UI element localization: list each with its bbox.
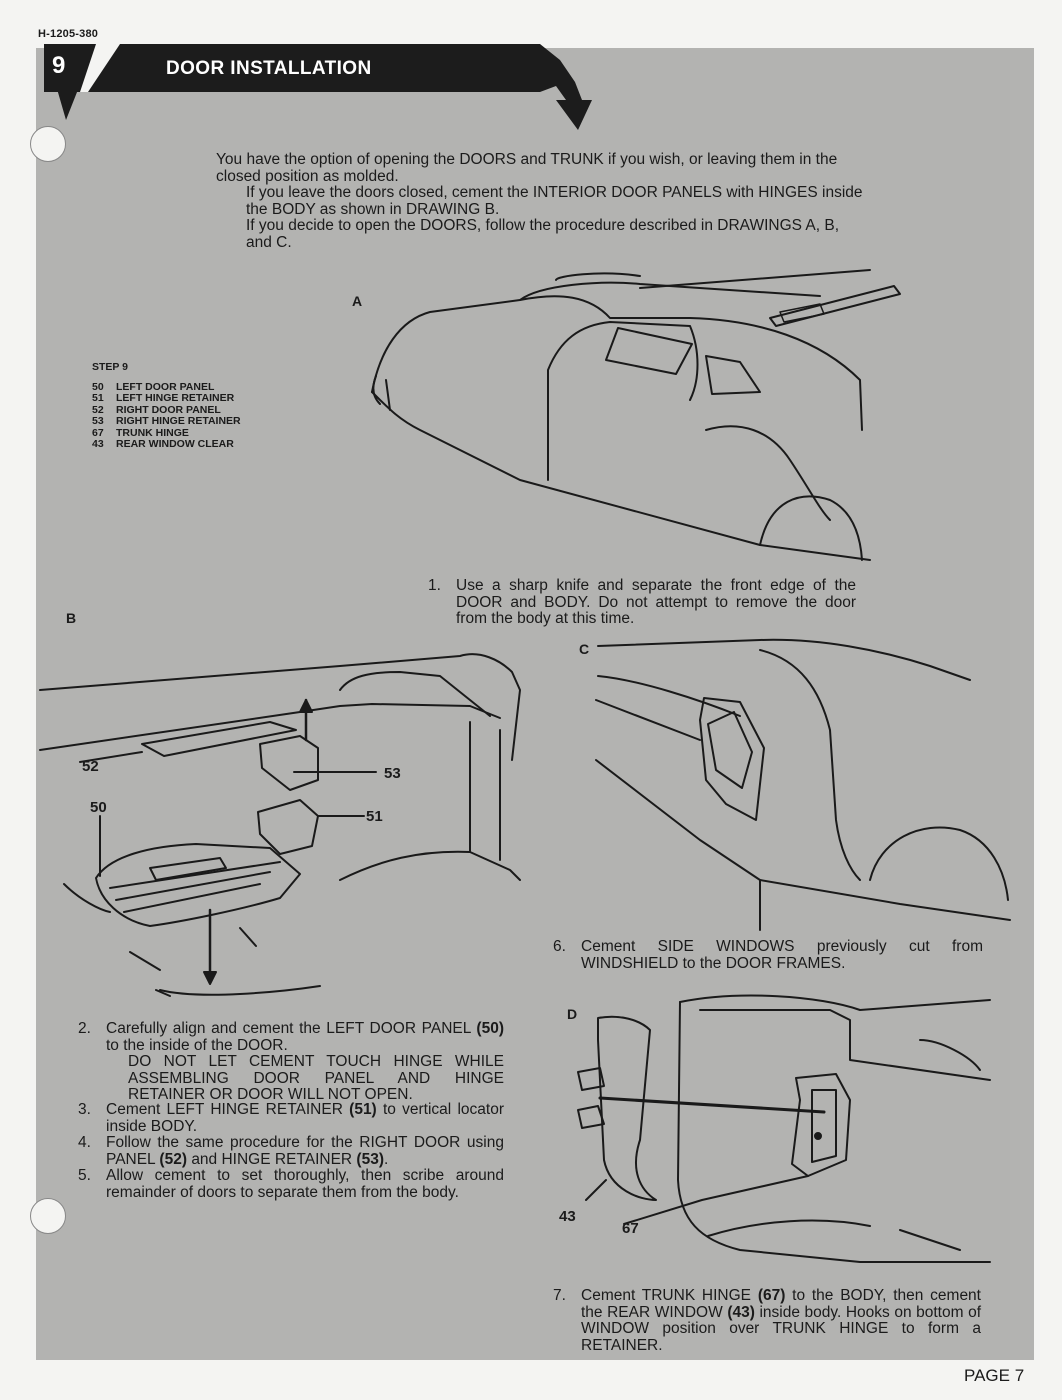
part-number: 43 xyxy=(92,438,104,450)
part-name: RIGHT DOOR PANEL xyxy=(116,403,221,416)
figure-label-b: B xyxy=(66,610,77,626)
figure-label-d: D xyxy=(567,1006,578,1022)
part-ref: (52) xyxy=(159,1150,187,1168)
step-text-part: Follow the same procedure for the RIGHT DOOR using PANEL xyxy=(106,1134,504,1168)
page-number: PAGE 7 xyxy=(964,1366,1025,1385)
drawing-c-open-door xyxy=(596,640,1010,930)
step-text-part: to vertical locator inside BODY. xyxy=(106,1101,504,1135)
part-name: TRUNK HINGE xyxy=(116,426,189,439)
step-number-label: 1. xyxy=(428,577,441,594)
part-ref: (67) xyxy=(757,1287,786,1304)
drawing-d-trunk-hinge xyxy=(578,996,990,1262)
part-ref: (50) xyxy=(476,1020,504,1037)
callout-67: 67 xyxy=(622,1220,639,1237)
step-text xyxy=(106,1102,504,1135)
step-number: 9 xyxy=(52,52,66,79)
part-name: RIGHT HINGE RETAINER xyxy=(116,415,241,427)
step-text xyxy=(106,1135,504,1168)
step-text-part: to the BODY, then cement the REAR WINDOW xyxy=(581,1287,981,1321)
intro-line-3: If you decide to open the DOORS, follow the procedure described in DRAWINGS A, B, and C. xyxy=(246,217,840,251)
part-name: LEFT DOOR PANEL xyxy=(116,380,215,393)
figure-label-c: C xyxy=(579,641,590,657)
step-text-part: Cement LEFT HINGE RETAINER xyxy=(106,1101,343,1118)
part-number: 53 xyxy=(92,415,104,427)
step-text xyxy=(106,1021,504,1054)
step-text: Cement SIDE WINDOWS previously cut from WINDSHIELD to the DOOR FRAMES. xyxy=(581,938,983,972)
step-number-label: 4. xyxy=(78,1134,91,1151)
part-number: 51 xyxy=(92,392,104,404)
step-text-part: Carefully align and cement the LEFT DOOR PANEL xyxy=(106,1020,471,1037)
step-text-part: to the inside of the DOOR. xyxy=(106,1036,288,1054)
document-number: H-1205-380 xyxy=(38,28,99,40)
step-number-label: 7. xyxy=(553,1287,566,1304)
step-text-part: inside body. Hooks on bottom of WINDOW position over TRUNK HINGE to form a RETAINER. xyxy=(581,1303,981,1354)
step-number-label: 5. xyxy=(78,1167,91,1184)
part-number: 50 xyxy=(92,380,104,393)
step-2 xyxy=(78,1021,504,1104)
step-6 xyxy=(553,939,983,972)
step-text xyxy=(581,1288,981,1354)
drawing-a-car-body xyxy=(372,270,900,560)
drawing-b-interior xyxy=(40,654,520,996)
step-number-label: 3. xyxy=(78,1101,91,1118)
step-4 xyxy=(78,1135,504,1168)
part-name: REAR WINDOW CLEAR xyxy=(116,438,234,450)
figure-label-a: A xyxy=(352,293,363,309)
part-ref: (51) xyxy=(349,1101,377,1118)
step-warning: DO NOT LET CEMENT TOUCH HINGE WHILE ASSEMBLING DOOR PANEL AND HINGE RETAINER OR DOOR WILL NOT OPEN. xyxy=(128,1053,504,1103)
step-7 xyxy=(553,1288,981,1354)
part-ref: (53) xyxy=(356,1150,384,1168)
parts-list-title: STEP 9 xyxy=(92,361,128,373)
step-number-label: 6. xyxy=(553,938,566,955)
callout-50: 50 xyxy=(90,799,107,816)
part-number: 52 xyxy=(92,403,104,416)
step-text-part: . xyxy=(384,1150,389,1168)
intro-line-2: If you leave the doors closed, cement the INTERIOR DOOR PANELS with HINGES inside the BODY as shown in DRAWING B. xyxy=(246,184,863,218)
intro-line-1: You have the option of opening the DOORS and TRUNK if you wish, or leaving them in the closed position as molded. xyxy=(216,151,838,185)
step-1 xyxy=(428,578,856,628)
callout-52: 52 xyxy=(82,758,99,775)
callout-51: 51 xyxy=(366,808,383,825)
step-text: Use a sharp knife and separate the front edge of the DOOR and BODY. Do not attempt to remove the door from the body at this time. xyxy=(456,577,856,627)
step-text-part: Cement TRUNK HINGE xyxy=(581,1287,752,1304)
part-number: 67 xyxy=(92,426,104,439)
callout-53: 53 xyxy=(384,765,401,782)
section-title: DOOR INSTALLATION xyxy=(166,58,372,79)
part-ref: (43) xyxy=(727,1303,755,1321)
callout-43: 43 xyxy=(559,1208,576,1225)
step-number-label: 2. xyxy=(78,1020,91,1037)
step-text: Allow cement to set thoroughly, then scribe around remainder of doors to separate them from the body. xyxy=(106,1167,504,1201)
step-5 xyxy=(78,1168,504,1201)
step-3 xyxy=(78,1102,504,1135)
part-name: LEFT HINGE RETAINER xyxy=(116,392,235,404)
step-text-part: and HINGE RETAINER xyxy=(191,1150,353,1168)
